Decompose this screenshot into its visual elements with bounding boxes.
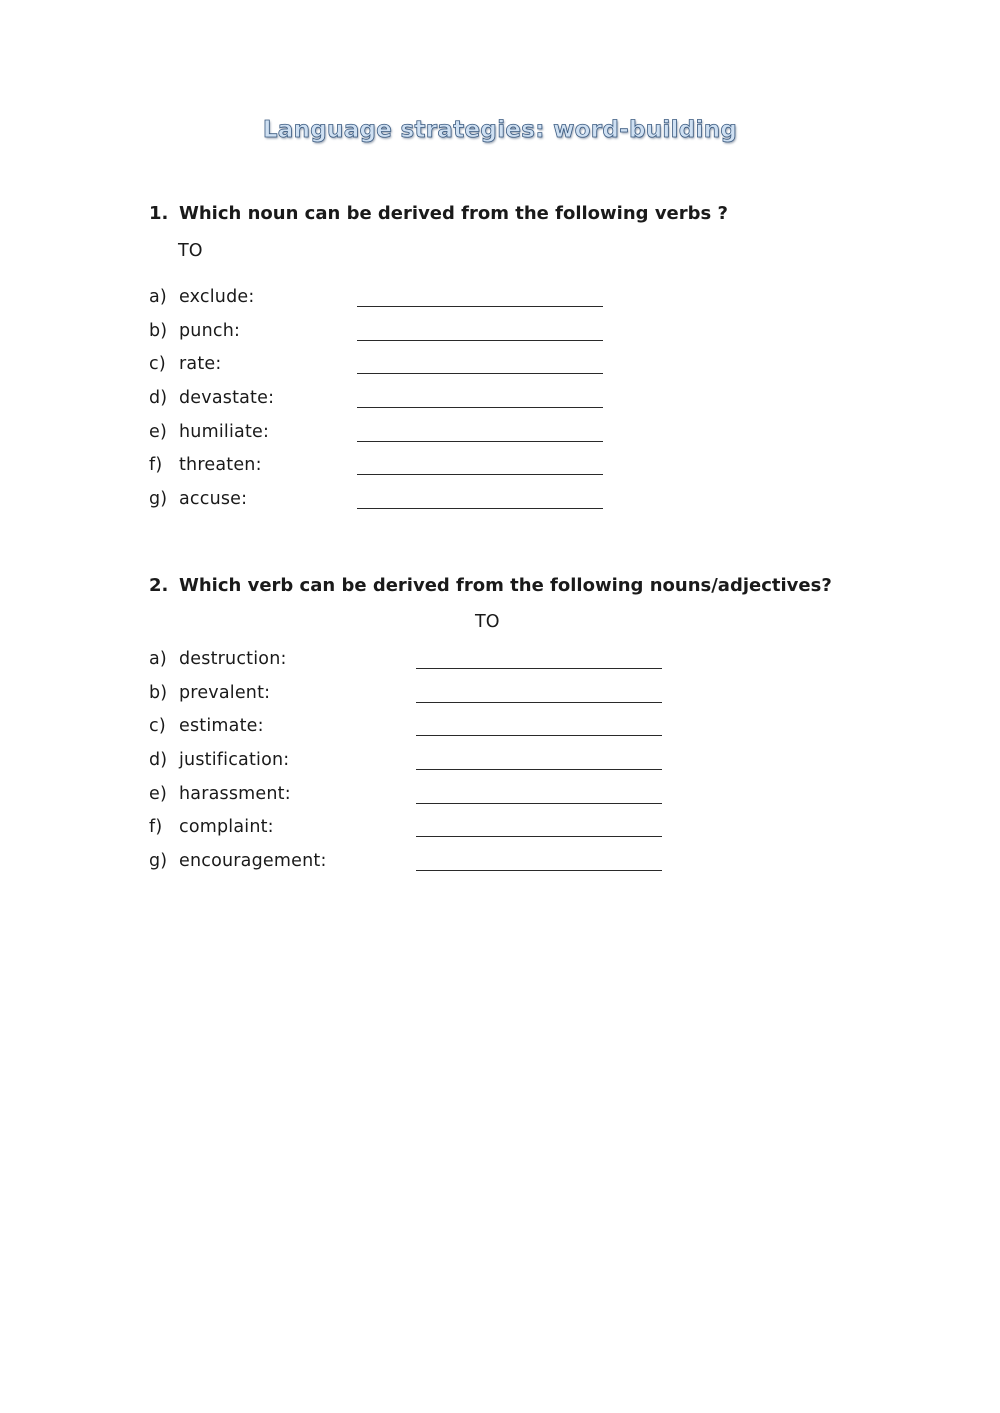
- item-word: destruction:: [179, 649, 287, 669]
- q2-answer-blank-d[interactable]: [416, 769, 662, 770]
- item-letter: b): [149, 321, 168, 341]
- item-letter: f): [149, 817, 163, 837]
- q2-answer-blank-f[interactable]: [416, 836, 662, 837]
- q2-item-c: [149, 716, 264, 740]
- question-2-heading: [149, 575, 832, 596]
- q1-answer-blank-a[interactable]: [357, 306, 603, 307]
- q2-answer-blank-g[interactable]: [416, 870, 662, 871]
- item-word: humiliate:: [179, 422, 270, 442]
- item-letter: d): [149, 388, 168, 408]
- question-1-to-label: TO: [178, 241, 203, 261]
- item-letter: c): [149, 716, 166, 736]
- item-letter: b): [149, 683, 168, 703]
- q2-item-b: [149, 683, 270, 707]
- q2-item-a: [149, 649, 287, 673]
- item-letter: g): [149, 489, 168, 509]
- item-word: justification:: [179, 750, 290, 770]
- q1-item-b: [149, 321, 240, 345]
- q1-answer-blank-b[interactable]: [357, 340, 603, 341]
- item-letter: g): [149, 851, 168, 871]
- question-2-to-label: TO: [475, 612, 500, 632]
- item-word: exclude:: [179, 287, 255, 307]
- q2-answer-blank-a[interactable]: [416, 668, 662, 669]
- item-word: estimate:: [179, 716, 264, 736]
- question-1-heading: [149, 203, 728, 224]
- question-1-number: 1.: [149, 203, 169, 224]
- q2-item-f: [149, 817, 274, 841]
- item-letter: a): [149, 287, 167, 307]
- q1-item-g: [149, 489, 247, 513]
- item-word: threaten:: [179, 455, 262, 475]
- worksheet-title: Language strategies: word-building: [262, 117, 738, 143]
- question-2-number: 2.: [149, 575, 169, 596]
- q1-answer-blank-d[interactable]: [357, 407, 603, 408]
- q1-answer-blank-g[interactable]: [357, 508, 603, 509]
- item-word: accuse:: [179, 489, 248, 509]
- q1-item-d: [149, 388, 274, 412]
- q2-item-g: [149, 851, 327, 875]
- q1-item-e: [149, 422, 269, 446]
- item-letter: a): [149, 649, 167, 669]
- item-word: encouragement:: [179, 851, 327, 871]
- q1-item-a: [149, 287, 254, 311]
- item-word: complaint:: [179, 817, 274, 837]
- q1-answer-blank-e[interactable]: [357, 441, 603, 442]
- item-letter: e): [149, 784, 167, 804]
- item-letter: c): [149, 354, 166, 374]
- q2-item-d: [149, 750, 289, 774]
- item-word: devastate:: [179, 388, 275, 408]
- question-1-text: Which noun can be derived from the following verbs ?: [179, 203, 728, 224]
- item-word: rate:: [179, 354, 222, 374]
- q2-answer-blank-c[interactable]: [416, 735, 662, 736]
- question-2-text: Which verb can be derived from the following nouns/adjectives?: [179, 575, 832, 596]
- q2-answer-blank-e[interactable]: [416, 803, 662, 804]
- q1-answer-blank-f[interactable]: [357, 474, 603, 475]
- item-letter: f): [149, 455, 163, 475]
- item-word: prevalent:: [179, 683, 271, 703]
- item-word: harassment:: [179, 784, 291, 804]
- q1-item-c: [149, 354, 221, 378]
- q2-item-e: [149, 784, 291, 808]
- q1-answer-blank-c[interactable]: [357, 373, 603, 374]
- q1-item-f: [149, 455, 262, 479]
- q2-answer-blank-b[interactable]: [416, 702, 662, 703]
- item-word: punch:: [179, 321, 241, 341]
- item-letter: e): [149, 422, 167, 442]
- item-letter: d): [149, 750, 168, 770]
